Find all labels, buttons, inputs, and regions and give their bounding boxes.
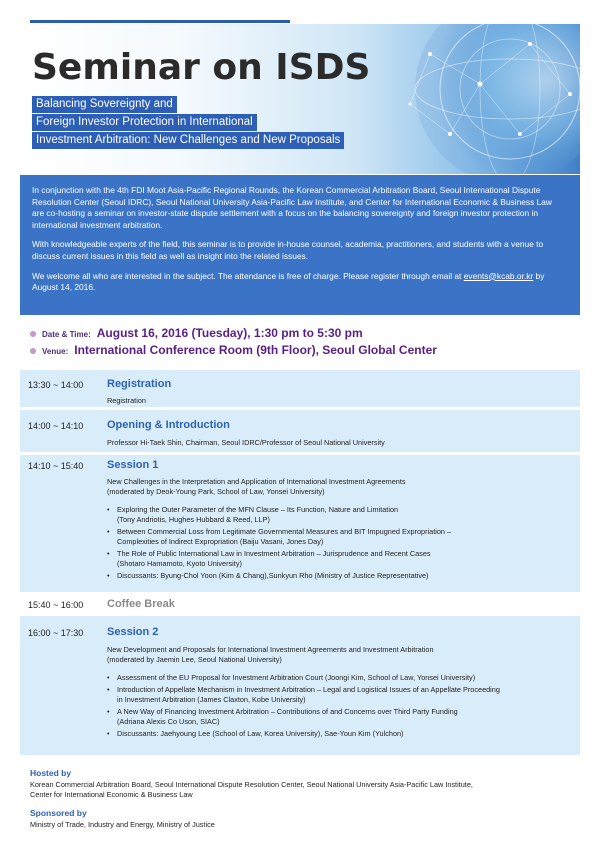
list-item: • Discussants: Byung-Chol Yoon (Kim & Chang),Sunkyun Rho (Ministry of Justice Representative) bbox=[107, 571, 567, 581]
date-value: August 16, 2016 (Tuesday), 1:30 pm to 5:30 pm bbox=[96, 326, 363, 340]
sponsored-by-heading: Sponsored by bbox=[30, 808, 87, 818]
registration-title: Registration bbox=[107, 378, 172, 390]
session1-list bbox=[107, 505, 567, 583]
list-item: • Between Commercial Loss from Legitimate Governmental Measures and BIT Impugned Expropriation – Complexities of Indirect Expropriation (Baiju Vasani, Jones Day) bbox=[107, 527, 567, 547]
hosted-by-text: Korean Commercial Arbitration Board, Seoul International Dispute Resolution Center, Seoul National University Asia-Pacific Law Institute, Center for International Economic & Business Law bbox=[30, 780, 473, 799]
date-label: Date & Time: bbox=[42, 330, 91, 339]
register-text: We welcome all who are interested in the subject. The attendance is free of charge. Please register through email at bbox=[32, 270, 464, 281]
intro-paragraph-2: With knowledgeable experts of the field, this seminar is to provide in-house counsel, academia, practitioners, and students with a venue to discuss current issues in this field as well as insight into the related issues. bbox=[32, 239, 544, 261]
venue-label: Venue: bbox=[42, 347, 69, 356]
session2-list bbox=[107, 673, 567, 741]
list-item: • Introduction of Appellate Mechanism in Investment Arbitration – Legal and Logistical Issues of an Appellate Proceeding in Investment Arbitration (James Claxton, Kobe University) bbox=[107, 685, 567, 705]
registration-time: 13:30 ~ 14:00 bbox=[28, 380, 84, 390]
session2-moderator: (moderated by Jaemin Lee, Seoul National University) bbox=[107, 655, 282, 664]
list-item: • A New Way of Financing Investment Arbitration – Contributions of and Concerns over Third Party Funding (Adriana Alexis Co Uson, SIAC) bbox=[107, 707, 567, 727]
session1-title: Session 1 bbox=[107, 459, 159, 471]
subtitle-line-2: Foreign Investor Protection in International bbox=[32, 114, 257, 131]
session1-time: 14:10 ~ 15:40 bbox=[28, 461, 84, 471]
session2-topic: New Development and Proposals for International Investment Agreements and Investment Arbitration bbox=[107, 645, 434, 654]
session2-title: Session 2 bbox=[107, 626, 159, 638]
schedule-band-coffee bbox=[20, 594, 580, 614]
register-deadline: by August 14, 2016. bbox=[32, 270, 545, 293]
venue-row bbox=[30, 343, 437, 357]
date-time-row bbox=[30, 326, 363, 340]
hosted-by-heading: Hosted by bbox=[30, 768, 72, 778]
list-item: • Assessment of the EU Proposal for Investment Arbitration Court (Joongi Kim, School of Law, Yonsei University) bbox=[107, 673, 567, 683]
subtitle-line-1: Balancing Sovereignty and bbox=[32, 96, 177, 113]
coffee-time: 15:40 ~ 16:00 bbox=[28, 600, 84, 610]
bullet-dot-icon bbox=[30, 331, 36, 337]
intro-paragraph-3 bbox=[32, 271, 566, 294]
subtitle-line-3: Investment Arbitration: New Challenges and New Proposals bbox=[32, 132, 344, 149]
session1-moderator: (moderated by Deok-Young Park, School of Law, Yonsei University) bbox=[107, 487, 325, 496]
page-title: Seminar on ISDS bbox=[32, 47, 371, 88]
coffee-title: Coffee Break bbox=[107, 598, 175, 610]
registration-text: Registration bbox=[107, 396, 146, 405]
list-item: • The Role of Public International Law in Investment Arbitration – Jurisprudence and Recent Cases (Shotaro Hamamoto, Kyoto University) bbox=[107, 549, 567, 569]
list-item: • Discussants: Jaehyoung Lee (School of Law, Korea University), Sae-Youn Kim (Yulchon) bbox=[107, 729, 567, 739]
top-rule bbox=[30, 20, 290, 23]
venue-value: International Conference Room (9th Floor), Seoul Global Center bbox=[74, 343, 437, 357]
sponsored-by-text: Ministry of Trade, Industry and Energy, Ministry of Justice bbox=[30, 820, 215, 829]
list-item: • Exploring the Outer Parameter of the MFN Clause – Its Function, Nature and Limitation (Tony Andriotis, Hughes Hubbard & Reed, LLP) bbox=[107, 505, 567, 525]
intro-paragraph-1: In conjunction with the 4th FDI Moot Asia-Pacific Regional Rounds, the Korean Commercial Arbitration Board, Seoul International Dispute Resolution Center (Seoul IDRC), Seoul National University Asia-Pacific Law Institute, and Center for International Economic & Business Law are co-hosting a seminar on investor-state dispute settlement with a focus on the balancing sovereignty and foreign investor protection in international investment arbitration. bbox=[32, 185, 552, 230]
session2-time: 16:00 ~ 17:30 bbox=[28, 628, 84, 638]
session1-topic: New Challenges in the Interpretation and Application of International Investment Agreements bbox=[107, 477, 406, 486]
bullet-dot-icon bbox=[30, 348, 36, 354]
session1-description bbox=[107, 477, 567, 497]
register-email-link[interactable]: events@kcab.or.kr bbox=[463, 270, 534, 281]
opening-title: Opening & Introduction bbox=[107, 419, 230, 431]
opening-text: Professor Hi-Taek Shin, Chairman, Seoul IDRC/Professor of Seoul National University bbox=[107, 438, 385, 447]
intro-panel bbox=[20, 175, 580, 315]
session2-description bbox=[107, 645, 567, 665]
opening-time: 14:00 ~ 14:10 bbox=[28, 421, 84, 431]
